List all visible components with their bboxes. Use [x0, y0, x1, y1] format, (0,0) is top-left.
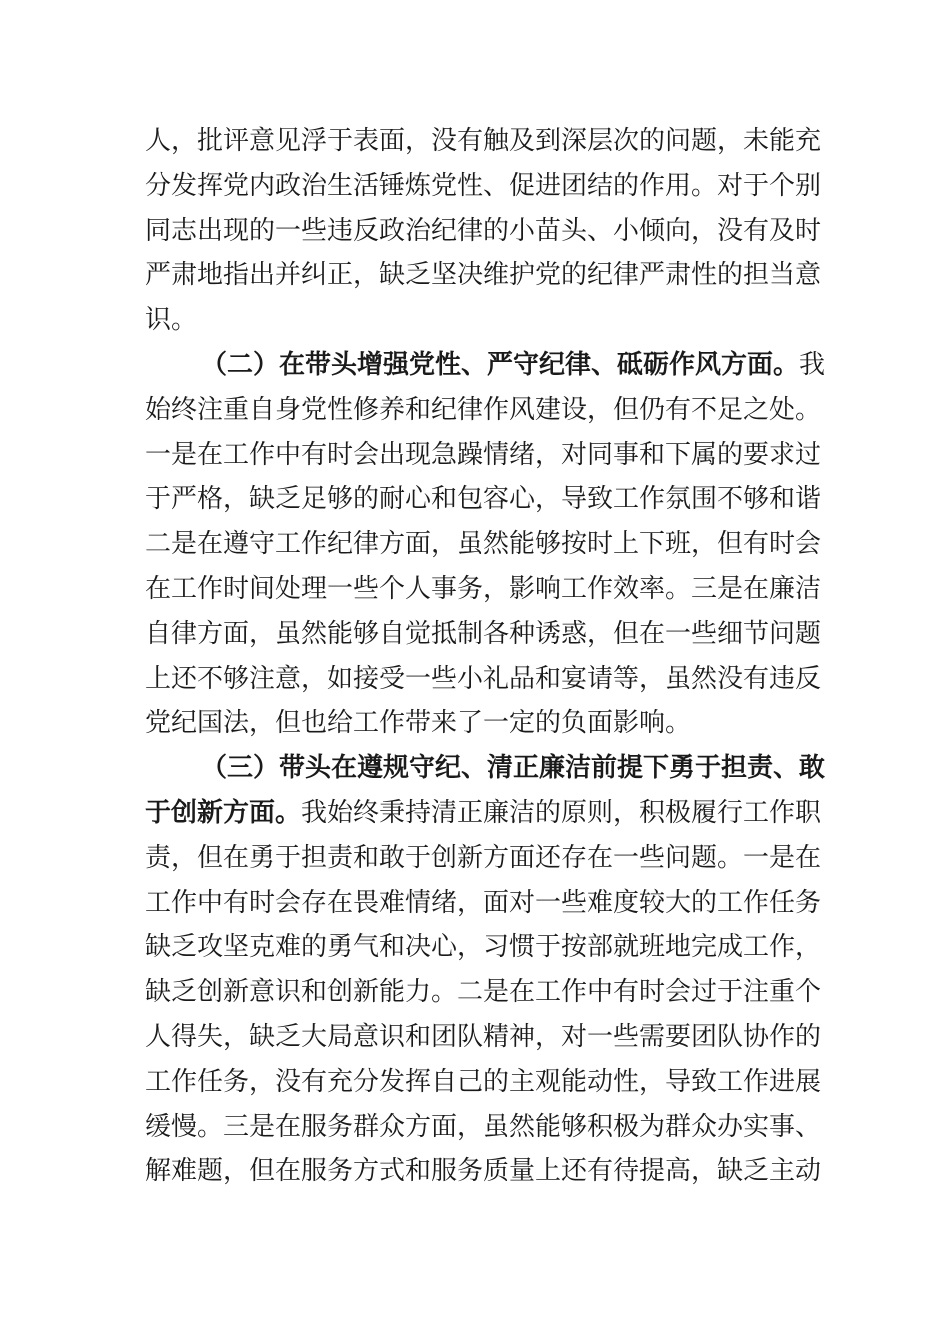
line-text: 同志出现的一些违反政治纪律的小苗头、小倾向，没有及时	[145, 215, 822, 246]
line-text: 工作任务，没有充分发挥自己的主观能动性，导致工作进展	[145, 1066, 822, 1097]
line-text: 严肃地指出并纠正，缺乏坚决维护党的纪律严肃性的担当意	[145, 260, 822, 291]
body-line	[145, 522, 822, 567]
line-text: 缺乏创新意识和创新能力。二是在工作中有时会过于注重个	[145, 977, 822, 1008]
body-line	[145, 836, 822, 881]
section-heading-line	[145, 791, 822, 836]
line-text: 在工作时间处理一些个人事务，影响工作效率。三是在廉洁	[145, 573, 822, 604]
body-line	[145, 388, 822, 433]
section-heading-3-cont: 于创新方面。	[145, 797, 302, 828]
section-heading-2: （二）在带头增强党性、严守纪律、砥砺作风方面。	[201, 349, 800, 380]
body-line	[145, 881, 822, 926]
body-line	[145, 1015, 822, 1060]
line-text: 于严格，缺乏足够的耐心和包容心，导致工作氛围不够和谐	[145, 484, 822, 515]
line-text: 缓慢。三是在服务群众方面，虽然能够积极为群众办实事、	[145, 1111, 822, 1142]
line-text: 一是在工作中有时会出现急躁情绪，对同事和下属的要求过	[145, 439, 822, 470]
body-line	[145, 970, 822, 1015]
line-text: 识。	[145, 305, 198, 336]
body-line	[145, 701, 810, 746]
body-line	[145, 477, 822, 522]
line-text: 上还不够注意，如接受一些小礼品和宴请等，虽然没有违反	[145, 663, 822, 694]
body-line	[145, 1060, 822, 1105]
section-heading-line	[145, 343, 826, 388]
line-text: 责，但在勇于担责和敢于创新方面还存在一些问题。一是在	[145, 842, 822, 873]
line-text: 分发挥党内政治生活锤炼党性、促进团结的作用。对于个别	[145, 170, 822, 201]
body-line	[145, 119, 822, 164]
body-line	[145, 567, 822, 612]
body-line	[145, 209, 822, 254]
section-heading-line	[145, 746, 826, 791]
section-heading-3: （三）带头在遵规守纪、清正廉洁前提下勇于担责、敢	[201, 753, 826, 784]
body-line	[145, 925, 822, 970]
line-text: 我始终秉持清正廉洁的原则，积极履行工作职	[301, 797, 822, 828]
line-text: 解难题，但在服务方式和服务质量上还有待提高，缺乏主动	[145, 1156, 822, 1187]
body-line	[145, 1149, 822, 1194]
body-line	[145, 433, 822, 478]
line-text: 缺乏攻坚克难的勇气和决心，习惯于按部就班地完成工作，	[145, 932, 822, 963]
line-text: 二是在遵守工作纪律方面，虽然能够按时上下班，但有时会	[145, 529, 822, 560]
line-text: 人得失，缺乏大局意识和团队精神，对一些需要团队协作的	[145, 1021, 822, 1052]
line-text: 自律方面，虽然能够自觉抵制各种诱惑，但在一些细节问题	[145, 618, 822, 649]
body-line	[145, 253, 822, 298]
line-text: 工作中有时会存在畏难情绪，面对一些难度较大的工作任务	[145, 887, 822, 918]
body-line	[145, 612, 822, 657]
body-line	[145, 657, 822, 702]
line-text: 党纪国法，但也给工作带来了一定的负面影响。	[145, 708, 692, 739]
body-line	[145, 164, 822, 209]
line-text: 我	[799, 349, 826, 380]
body-line	[145, 298, 810, 343]
line-text: 人，批评意见浮于表面，没有触及到深层次的问题，未能充	[145, 126, 822, 156]
line-text: 始终注重自身党性修养和纪律作风建设，但仍有不足之处。	[145, 394, 822, 425]
body-line	[145, 1105, 822, 1150]
document-body	[145, 119, 826, 1194]
